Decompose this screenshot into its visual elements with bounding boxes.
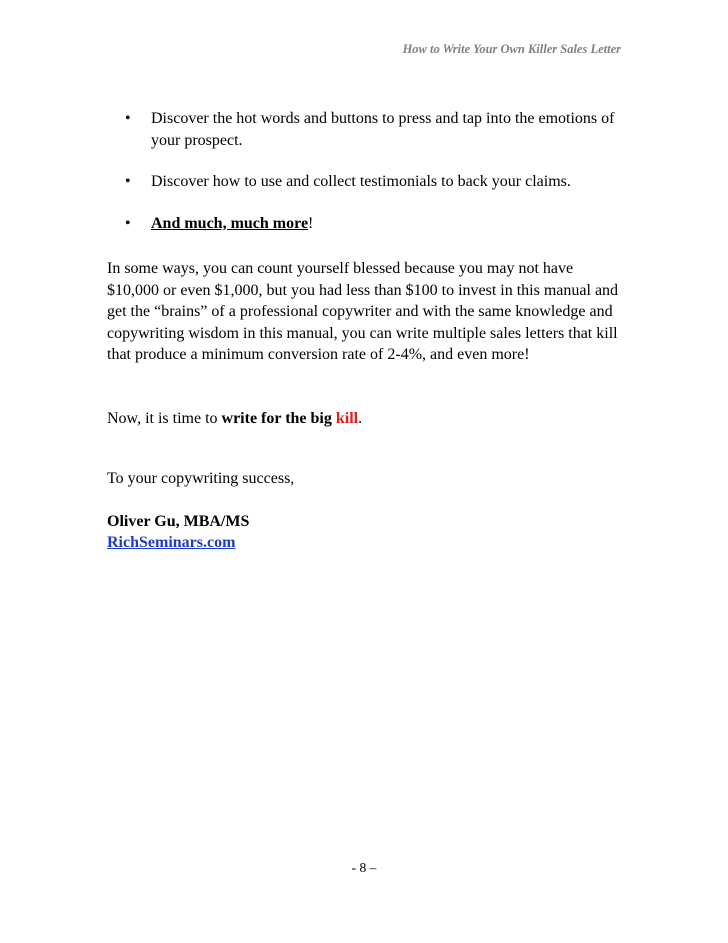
cta-prefix: Now, it is time to	[107, 410, 222, 427]
bullet-icon: •	[125, 173, 131, 190]
cta-bold: write for the big	[221, 410, 336, 427]
running-header: How to Write Your Own Killer Sales Letter	[402, 42, 621, 56]
list-item	[107, 171, 627, 193]
signature-link[interactable]: RichSeminars.com	[107, 534, 236, 551]
page-number: - 8 –	[351, 860, 377, 875]
bullet-icon: •	[125, 110, 131, 127]
closing-line: To your copywriting success,	[107, 470, 295, 487]
bullet-icon: •	[125, 214, 131, 232]
bullet-text: Discover how to use and collect testimonials to back your claims.	[151, 173, 571, 190]
paragraph-call-to-action	[107, 408, 627, 430]
bullet-text: Discover the hot words and buttons to press and tap into the emotions of your prospect.	[151, 110, 615, 149]
bullet-emphasis: And much, much more	[151, 214, 309, 232]
signature-name: Oliver Gu, MBA/MS	[107, 513, 250, 530]
bullet-list	[107, 108, 627, 254]
list-item	[107, 108, 627, 151]
bullet-suffix: !	[308, 214, 314, 232]
cta-suffix: .	[358, 410, 363, 427]
list-item	[107, 213, 627, 235]
cta-kill: kill	[335, 410, 359, 427]
paragraph-blessed: In some ways, you can count yourself blessed because you may not have $10,000 or even $1,000, but you had less than $100 to invest in this manual and get the “brains” of a professional copywriter and with the same knowledge and copywriting wisdom in this manual, you can write multiple sales letters that kill that produce a minimum conversion rate of 2-4%, and even more!	[107, 260, 619, 363]
